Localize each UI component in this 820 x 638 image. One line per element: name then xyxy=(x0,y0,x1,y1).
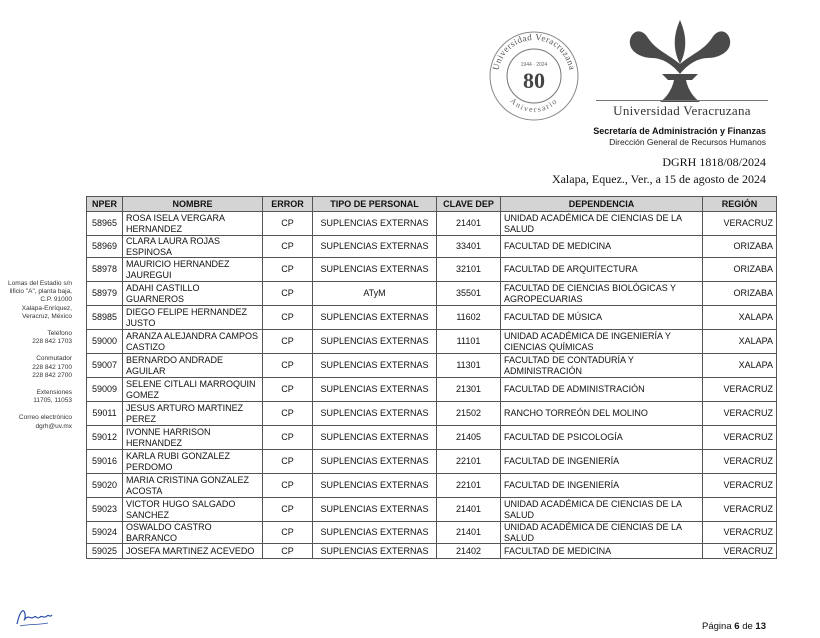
cell-nper: 59009 xyxy=(87,378,123,402)
cell-nper: 59011 xyxy=(87,402,123,426)
sidebar-phone xyxy=(0,330,72,346)
seal-arc-bottom: Aniversario xyxy=(508,96,560,115)
cell-nper: 59007 xyxy=(87,354,123,378)
cell-clave: 32101 xyxy=(437,258,501,282)
col-header-tipo: TIPO DE PERSONAL xyxy=(313,197,437,212)
cell-nper: 59025 xyxy=(87,544,123,559)
cell-tipo: SUPLENCIAS EXTERNAS xyxy=(313,474,437,498)
cell-clave: 21502 xyxy=(437,402,501,426)
cell-tipo: SUPLENCIAS EXTERNAS xyxy=(313,258,437,282)
col-header-region: REGIÓN xyxy=(703,197,777,212)
phone-label: Teléfono xyxy=(47,330,72,338)
ext-number: 11705, 11053 xyxy=(33,397,72,405)
cell-nombre: IVONNE HARRISON HERNANDEZ xyxy=(123,426,263,450)
cell-dependencia: FACULTAD DE CIENCIAS BIOLÓGICAS Y AGROPECUARIAS xyxy=(501,282,703,306)
cell-dependencia: FACULTAD DE MÚSICA xyxy=(501,306,703,330)
table-row xyxy=(87,450,777,474)
cell-error: CP xyxy=(263,212,313,236)
cell-dependencia: FACULTAD DE MEDICINA xyxy=(501,236,703,258)
cell-dependencia: FACULTAD DE INGENIERÍA xyxy=(501,474,703,498)
cell-dependencia: FACULTAD DE INGENIERÍA xyxy=(501,450,703,474)
university-logo-icon xyxy=(622,14,738,110)
table-row xyxy=(87,236,777,258)
directorate-name: Dirección General de Recursos Humanos xyxy=(609,137,766,147)
col-header-dependencia: DEPENDENCIA xyxy=(501,197,703,212)
cell-tipo: SUPLENCIAS EXTERNAS xyxy=(313,378,437,402)
table-row xyxy=(87,378,777,402)
phone-number: 228 842 1703 xyxy=(32,338,72,346)
table-header-row xyxy=(87,197,777,212)
table-row xyxy=(87,282,777,306)
table-row xyxy=(87,544,777,559)
cell-clave: 21405 xyxy=(437,426,501,450)
table-row xyxy=(87,402,777,426)
cell-clave: 22101 xyxy=(437,474,501,498)
cell-error: CP xyxy=(263,330,313,354)
cell-error: CP xyxy=(263,258,313,282)
cell-dependencia: UNIDAD ACADÉMICA DE CIENCIAS DE LA SALUD xyxy=(501,498,703,522)
cell-error: CP xyxy=(263,306,313,330)
switch-number: 228 842 1700 xyxy=(32,363,72,371)
table-row xyxy=(87,258,777,282)
cell-region: VERACRUZ xyxy=(703,426,777,450)
table-row xyxy=(87,330,777,354)
cell-tipo: ATyM xyxy=(313,282,437,306)
cell-nper: 58969 xyxy=(87,236,123,258)
cell-dependencia: RANCHO TORREÓN DEL MOLINO xyxy=(501,402,703,426)
cell-error: CP xyxy=(263,474,313,498)
sidebar-address xyxy=(0,280,72,321)
cell-nombre: MAURICIO HERNANDEZ JAUREGUI xyxy=(123,258,263,282)
cell-region: XALAPA xyxy=(703,306,777,330)
cell-nombre: OSWALDO CASTRO BARRANCO xyxy=(123,522,263,544)
cell-tipo: SUPLENCIAS EXTERNAS xyxy=(313,306,437,330)
cell-nper: 59016 xyxy=(87,450,123,474)
cell-tipo: SUPLENCIAS EXTERNAS xyxy=(313,330,437,354)
cell-clave: 22101 xyxy=(437,450,501,474)
cell-dependencia: UNIDAD ACADÉMICA DE CIENCIAS DE LA SALUD xyxy=(501,522,703,544)
cell-dependencia: UNIDAD ACADÉMICA DE CIENCIAS DE LA SALUD xyxy=(501,212,703,236)
col-header-error: ERROR xyxy=(263,197,313,212)
cell-tipo: SUPLENCIAS EXTERNAS xyxy=(313,522,437,544)
table-row xyxy=(87,474,777,498)
cell-nombre: JOSEFA MARTINEZ ACEVEDO xyxy=(123,544,263,559)
cell-nombre: ROSA ISELA VERGARA HERNANDEZ xyxy=(123,212,263,236)
cell-error: CP xyxy=(263,354,313,378)
cell-error: CP xyxy=(263,426,313,450)
email-label: Correo electrónico xyxy=(18,414,72,422)
cell-nper: 58978 xyxy=(87,258,123,282)
table-row xyxy=(87,212,777,236)
cell-dependencia: UNIDAD ACADÉMICA DE INGENIERÍA Y CIENCIAS QUÍMICAS xyxy=(501,330,703,354)
cell-region: XALAPA xyxy=(703,354,777,378)
address-line: lificio "A", planta baja, xyxy=(9,288,72,296)
address-line: Veracruz, México xyxy=(22,312,72,320)
cell-region: VERACRUZ xyxy=(703,402,777,426)
cell-tipo: SUPLENCIAS EXTERNAS xyxy=(313,402,437,426)
sidebar-email xyxy=(0,414,72,430)
cell-nper: 59000 xyxy=(87,330,123,354)
table-row xyxy=(87,306,777,330)
personnel-table xyxy=(86,196,777,559)
cell-dependencia: FACULTAD DE PSICOLOGÍA xyxy=(501,426,703,450)
page-total: 13 xyxy=(755,621,766,632)
table-row xyxy=(87,354,777,378)
col-header-clave: CLAVE DEP xyxy=(437,197,501,212)
page-of: de xyxy=(742,621,753,632)
seal-arc-top: Universidad Veracruzana xyxy=(490,31,578,72)
cell-clave: 21401 xyxy=(437,498,501,522)
table-row xyxy=(87,498,777,522)
anniversary-seal xyxy=(488,30,580,122)
page-current: 6 xyxy=(734,621,740,632)
cell-clave: 21401 xyxy=(437,522,501,544)
cell-error: CP xyxy=(263,522,313,544)
cell-error: CP xyxy=(263,236,313,258)
cell-tipo: SUPLENCIAS EXTERNAS xyxy=(313,426,437,450)
cell-error: CP xyxy=(263,402,313,426)
cell-region: VERACRUZ xyxy=(703,544,777,559)
cell-tipo: SUPLENCIAS EXTERNAS xyxy=(313,212,437,236)
cell-region: VERACRUZ xyxy=(703,498,777,522)
cell-nombre: KARLA RUBI GONZALEZ PERDOMO xyxy=(123,450,263,474)
cell-error: CP xyxy=(263,498,313,522)
cell-region: VERACRUZ xyxy=(703,522,777,544)
document-dateline: Xalapa, Equez., Ver., a 15 de agosto de 2024 xyxy=(551,172,766,186)
cell-clave: 35501 xyxy=(437,282,501,306)
cell-tipo: SUPLENCIAS EXTERNAS xyxy=(313,354,437,378)
cell-region: VERACRUZ xyxy=(703,450,777,474)
cell-error: CP xyxy=(263,544,313,559)
page-label: Página xyxy=(702,621,732,632)
cell-dependencia: FACULTAD DE MEDICINA xyxy=(501,544,703,559)
sidebar-switchboard xyxy=(0,355,72,380)
ext-label: Extensiones xyxy=(36,389,72,397)
cell-nombre: DIEGO FELIPE HERNANDEZ JUSTO xyxy=(123,306,263,330)
cell-tipo: SUPLENCIAS EXTERNAS xyxy=(313,498,437,522)
cell-dependencia: FACULTAD DE CONTADURÍA Y ADMINISTRACIÓN xyxy=(501,354,703,378)
cell-nombre: MARIA CRISTINA GONZALEZ ACOSTA xyxy=(123,474,263,498)
document-folio: DGRH 1818/08/2024 xyxy=(662,155,766,169)
institution-name: Universidad Veracruzana xyxy=(596,100,768,119)
cell-nper: 59012 xyxy=(87,426,123,450)
cell-region: ORIZABA xyxy=(703,258,777,282)
cell-nper: 59023 xyxy=(87,498,123,522)
cell-region: XALAPA xyxy=(703,330,777,354)
cell-nper: 59020 xyxy=(87,474,123,498)
cell-region: VERACRUZ xyxy=(703,378,777,402)
cell-region: ORIZABA xyxy=(703,236,777,258)
switch-number: 228 842 2700 xyxy=(32,371,72,379)
switch-label: Conmutador xyxy=(36,355,72,363)
signature-initials-icon xyxy=(14,602,54,630)
sidebar-contact xyxy=(0,280,72,440)
cell-tipo: SUPLENCIAS EXTERNAS xyxy=(313,236,437,258)
table-row xyxy=(87,522,777,544)
cell-region: ORIZABA xyxy=(703,282,777,306)
cell-region: VERACRUZ xyxy=(703,474,777,498)
cell-clave: 21402 xyxy=(437,544,501,559)
col-header-nper: NPER xyxy=(87,197,123,212)
cell-clave: 21401 xyxy=(437,212,501,236)
seal-number: 80 xyxy=(523,68,545,93)
cell-clave: 11602 xyxy=(437,306,501,330)
page-indicator xyxy=(702,621,766,632)
cell-nombre: VICTOR HUGO SALGADO SANCHEZ xyxy=(123,498,263,522)
cell-nombre: ADAHI CASTILLO GUARNEROS xyxy=(123,282,263,306)
seal-years: 1944 · 2024 xyxy=(520,62,548,68)
cell-dependencia: FACULTAD DE ADMINISTRACIÓN xyxy=(501,378,703,402)
cell-error: CP xyxy=(263,450,313,474)
col-header-nombre: NOMBRE xyxy=(123,197,263,212)
cell-nombre: JESUS ARTURO MARTINEZ PEREZ xyxy=(123,402,263,426)
cell-nper: 58965 xyxy=(87,212,123,236)
cell-nper: 58979 xyxy=(87,282,123,306)
table-row xyxy=(87,426,777,450)
sidebar-extensions xyxy=(0,389,72,405)
cell-tipo: SUPLENCIAS EXTERNAS xyxy=(313,544,437,559)
cell-nombre: ARANZA ALEJANDRA CAMPOS CASTIZO xyxy=(123,330,263,354)
cell-error: CP xyxy=(263,378,313,402)
cell-region: VERACRUZ xyxy=(703,212,777,236)
cell-dependencia: FACULTAD DE ARQUITECTURA xyxy=(501,258,703,282)
address-line: C.P. 91000 xyxy=(40,296,72,304)
address-line: Lomas del Estadio s/n xyxy=(8,280,72,287)
cell-nombre: BERNARDO ANDRADE AGUILAR xyxy=(123,354,263,378)
cell-nper: 58985 xyxy=(87,306,123,330)
cell-nombre: CLARA LAURA ROJAS ESPINOSA xyxy=(123,236,263,258)
email-address: dgrh@uv.mx xyxy=(35,422,72,430)
cell-error: CP xyxy=(263,282,313,306)
secretariat-name: Secretaría de Administración y Finanzas xyxy=(593,126,766,136)
cell-clave: 33401 xyxy=(437,236,501,258)
cell-clave: 11301 xyxy=(437,354,501,378)
svg-text:Aniversario xyxy=(508,96,559,114)
cell-nombre: SELENE CITLALI MARROQUIN GOMEZ xyxy=(123,378,263,402)
cell-clave: 11101 xyxy=(437,330,501,354)
cell-clave: 21301 xyxy=(437,378,501,402)
address-line: Xalapa-Enríquez, xyxy=(21,304,72,312)
cell-nper: 59024 xyxy=(87,522,123,544)
cell-tipo: SUPLENCIAS EXTERNAS xyxy=(313,450,437,474)
